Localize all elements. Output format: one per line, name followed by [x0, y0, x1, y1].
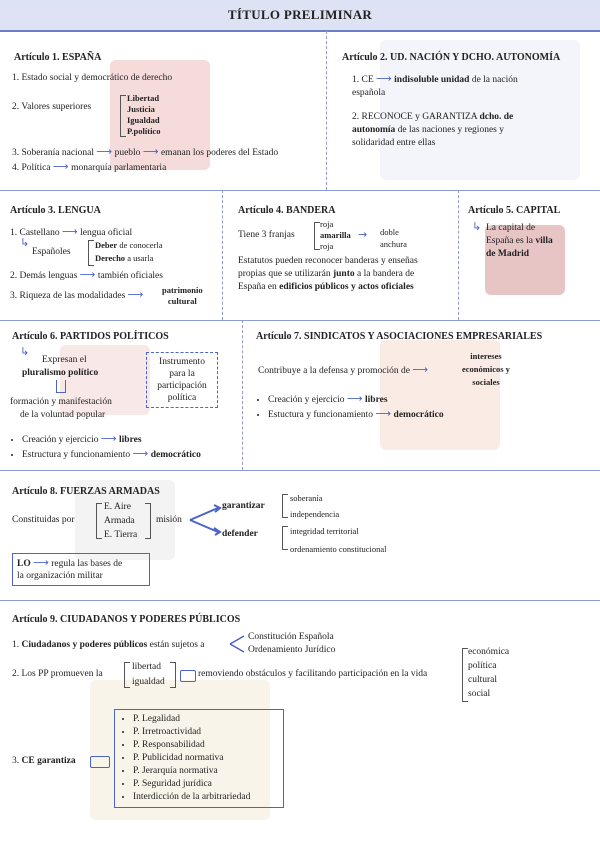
- arrow-right-icon: ⟶: [79, 268, 96, 281]
- divider: [458, 190, 459, 320]
- art3-espanoles: Españoles: [32, 247, 71, 257]
- art9-line1: 1. Ciudadanos y poderes públicos están sujetos a: [12, 640, 205, 650]
- art9-line2: 2. Los PP promueven la: [12, 669, 103, 679]
- arrow-right-icon: ⟶: [412, 363, 429, 376]
- art6-voluntad: de la voluntad popular: [20, 410, 106, 420]
- page-title: TÍTULO PRELIMINAR: [0, 0, 600, 32]
- art8-defender-items: integridad territorial ordenamiento constitucional: [290, 526, 387, 554]
- arrow-right-icon: ⟶: [61, 225, 78, 238]
- list-item: • P. Publicidad normativa: [133, 752, 277, 765]
- arrow-down-icon: [56, 380, 66, 393]
- art1-values: [127, 93, 160, 137]
- list-item: • Estructura y funcionamiento ⟶ democrático: [22, 447, 238, 460]
- art9-removiendo: removiendo obstáculos y facilitando participación en la vida: [198, 669, 428, 679]
- art4-line1: Tiene 3 franjas: [238, 230, 295, 240]
- value-item: Igualdad: [127, 115, 160, 125]
- fat-arrow-icon: [180, 670, 196, 682]
- bracket: [96, 503, 102, 539]
- art8-defender: defender: [222, 529, 258, 539]
- arrow-right-icon: ⟶: [33, 556, 49, 569]
- force-item: E. Aire: [104, 502, 131, 512]
- value-item: P.político: [127, 126, 161, 136]
- arrow-right-icon: ⟶: [132, 447, 149, 460]
- fork-arrow-icon: [188, 502, 224, 538]
- art7-line1: Contribuye a la defensa y promoción de ⟶: [258, 363, 429, 376]
- art5-heading: Artículo 5. CAPITAL: [468, 205, 561, 216]
- art8-forces: [104, 500, 137, 542]
- arrow-right-icon: ⟶: [127, 288, 144, 301]
- arrow-right-icon: →: [358, 228, 368, 241]
- arrow-right-icon: ⟶: [375, 407, 392, 420]
- fat-arrow-icon: [90, 756, 110, 768]
- bracket-right: [145, 503, 151, 539]
- art1-heading: Artículo 1. ESPAÑA: [14, 52, 102, 63]
- list-item: • Creación y ejercicio ⟶ libres: [268, 392, 586, 405]
- list-item: • P. Seguridad jurídica: [133, 778, 277, 791]
- divider: [222, 190, 223, 320]
- bracket: [88, 240, 94, 266]
- arrow-down-right-icon: ↳: [472, 220, 482, 233]
- art4-paragraph: Estatutos pueden reconocer banderas y enseñas propias que se utilizarán junto a la bandera de España en edificios públicos y actos oficiales: [238, 256, 418, 292]
- art1-line2: 2. Valores superiores: [12, 102, 92, 112]
- art9-promueven: libertad igualdad: [132, 662, 165, 687]
- art1-line3: 3. Soberanía nacional ⟶ pueblo ⟶ emanan los poderes del Estado: [12, 145, 279, 158]
- bracket: [120, 95, 126, 137]
- art9-principios-box: [114, 709, 284, 808]
- arrow-down-right-icon: ↳: [20, 345, 30, 358]
- art8-garantizar-items: soberanía independencia: [290, 493, 340, 519]
- art6-bullets: [10, 432, 238, 462]
- arrow-down-right-icon: ↳: [20, 236, 30, 249]
- list-item: • P. Legalidad: [133, 713, 277, 726]
- divider: [0, 190, 600, 191]
- divider: [0, 320, 600, 321]
- bracket: [282, 494, 288, 518]
- value-item: Libertad: [127, 93, 160, 103]
- art7-bullets: [256, 392, 586, 422]
- bracket: [282, 526, 288, 550]
- force-item: E. Tierra: [104, 530, 138, 540]
- stripe-item: amarilla: [320, 230, 351, 240]
- divider: [326, 31, 327, 190]
- art8-heading: Artículo 8. FUERZAS ARMADAS: [12, 486, 160, 497]
- divider: [0, 600, 600, 601]
- list-item: • P. Responsabilidad: [133, 739, 277, 752]
- art4-stripes: [320, 219, 351, 252]
- art9-heading: Artículo 9. CIUDADANOS Y PODERES PÚBLICOS: [12, 614, 241, 625]
- art2-item2: 2. RECONOCE y GARANTIZA dcho. de autonomía de las naciones y regiones y solidaridad entre ellas: [352, 112, 514, 148]
- divider: [242, 320, 243, 470]
- art8-mision: misión: [156, 515, 182, 525]
- bracket-right: [170, 662, 176, 688]
- art9-line3: 3. CE garantiza: [12, 756, 76, 766]
- art8-garantizar: garantizar: [222, 501, 265, 511]
- value-item: Justicia: [127, 104, 155, 114]
- arrow-right-icon: ⟶: [96, 145, 113, 158]
- art3-line1: 1. Castellano ⟶ lengua oficial: [10, 225, 133, 238]
- art8-lo-box: LO ⟶ regula las bases de la organización militar: [12, 553, 150, 586]
- art9-sujetos: Constitución Española Ordenamiento Jurídico: [248, 632, 336, 655]
- stripe-item: roja: [320, 219, 334, 229]
- art6-pluralismo: pluralismo político: [22, 368, 99, 378]
- art9-vida: económica política cultural social: [468, 647, 510, 699]
- arrow-right-icon: ⟶: [52, 160, 69, 173]
- art3-line2: 2. Demás lenguas ⟶ también oficiales: [10, 268, 163, 281]
- art1-line4: 4. Política ⟶ monarquía parlamentaria: [12, 160, 167, 173]
- arrow-right-icon: ⟶: [100, 432, 117, 445]
- arrow-right-icon: ⟶: [142, 145, 159, 158]
- stripe-item: roja: [320, 241, 334, 251]
- list-item: • P. Irretroactividad: [133, 726, 277, 739]
- arrow-right-icon: ⟶: [346, 392, 363, 405]
- art8-constituidas: Constituidas por: [12, 515, 75, 525]
- list-item: • Estuctura y funcionamiento ⟶ democrático: [268, 407, 586, 420]
- list-item: • Interdicción de la arbitrariedad: [133, 791, 277, 804]
- bracket: [124, 662, 130, 688]
- art2-item1: 1. CE ⟶ indisoluble unidad de la nación española: [352, 72, 518, 98]
- list-item: • P. Jerarquía normativa: [133, 765, 277, 778]
- art6-formacion: formación y manifestación: [10, 397, 112, 407]
- art6-expresan: Expresan el: [42, 355, 87, 365]
- art3-patrimonio: patrimonio cultural: [162, 285, 203, 306]
- art6-heading: Artículo 6. PARTIDOS POLÍTICOS: [12, 331, 169, 342]
- art3-deberes: Deber de conocerla Derecho a usarla: [95, 240, 163, 263]
- art3-heading: Artículo 3. LENGUA: [10, 205, 101, 216]
- art6-instrumento-box: Instrumento para la participación política: [146, 352, 218, 408]
- list-item: • Creación y ejercicio ⟶ libres: [22, 432, 238, 445]
- art7-intereses: intereses económicos y sociales: [462, 351, 510, 387]
- art4-doble: doble anchura: [380, 227, 407, 249]
- divider: [0, 470, 600, 471]
- art4-heading: Artículo 4. BANDERA: [238, 205, 336, 216]
- force-item: Armada: [104, 516, 135, 526]
- fork-arrow-icon: [228, 632, 246, 656]
- art1-line1: 1. Estado social y democrático de derecho: [12, 73, 173, 83]
- art5-text: La capital de España es la villa de Madrid: [486, 223, 553, 259]
- art3-line3: 3. Riqueza de las modalidades ⟶: [10, 288, 144, 301]
- arrow-right-icon: ⟶: [376, 72, 392, 85]
- art7-heading: Artículo 7. SINDICATOS Y ASOCIACIONES EMPRESARIALES: [256, 331, 543, 342]
- art2-heading: Artículo 2. UD. NACIÓN Y DCHO. AUTONOMÍA: [342, 52, 561, 63]
